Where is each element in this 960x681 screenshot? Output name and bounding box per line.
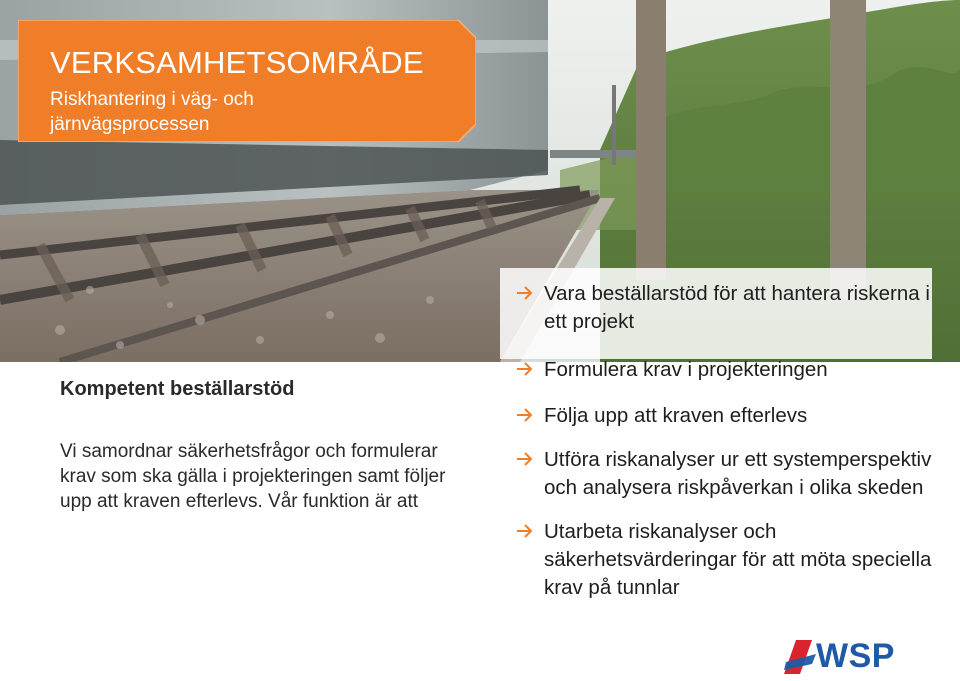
section-body: Vi samordnar säkerhetsfrågor och formulerar krav som ska gälla i projekteringen samt följer upp att kraven efterlevs. Vår funktion är att <box>60 441 446 512</box>
title-banner <box>18 20 476 142</box>
list-item <box>515 356 935 384</box>
arrow-right-icon <box>515 283 535 303</box>
bullet-text: Utföra riskanalyser ur ett systemperspektiv och analysera riskpåverkan i olika skeden <box>544 448 932 499</box>
wsp-logo <box>782 636 906 676</box>
section-heading: Kompetent beställarstöd <box>60 378 295 400</box>
list-item <box>515 446 935 502</box>
list-item <box>515 280 935 336</box>
bullet-text: Formulera krav i projekteringen <box>544 358 828 381</box>
wsp-logo-mark-icon <box>782 636 818 676</box>
arrow-right-icon <box>515 521 535 541</box>
arrow-right-icon <box>515 449 535 469</box>
list-item <box>515 402 935 430</box>
arrow-right-icon <box>515 405 535 425</box>
banner-title: VERKSAMHETSOMRÅDE <box>50 45 424 80</box>
banner-subtitle: Riskhantering i väg- och järnvägsprocessen <box>50 89 254 135</box>
wsp-logo-text: WSP <box>816 637 895 675</box>
arrow-right-icon <box>515 359 535 379</box>
bullet-text: Vara beställarstöd för att hantera riskerna i ett projekt <box>544 282 930 333</box>
list-item <box>515 518 935 602</box>
bullet-text: Utarbeta riskanalyser och säkerhetsvärderingar för att möta speciella krav på tunnlar <box>544 520 932 599</box>
bullet-list <box>515 280 935 602</box>
bullet-text: Följa upp att kraven efterlevs <box>544 404 808 427</box>
